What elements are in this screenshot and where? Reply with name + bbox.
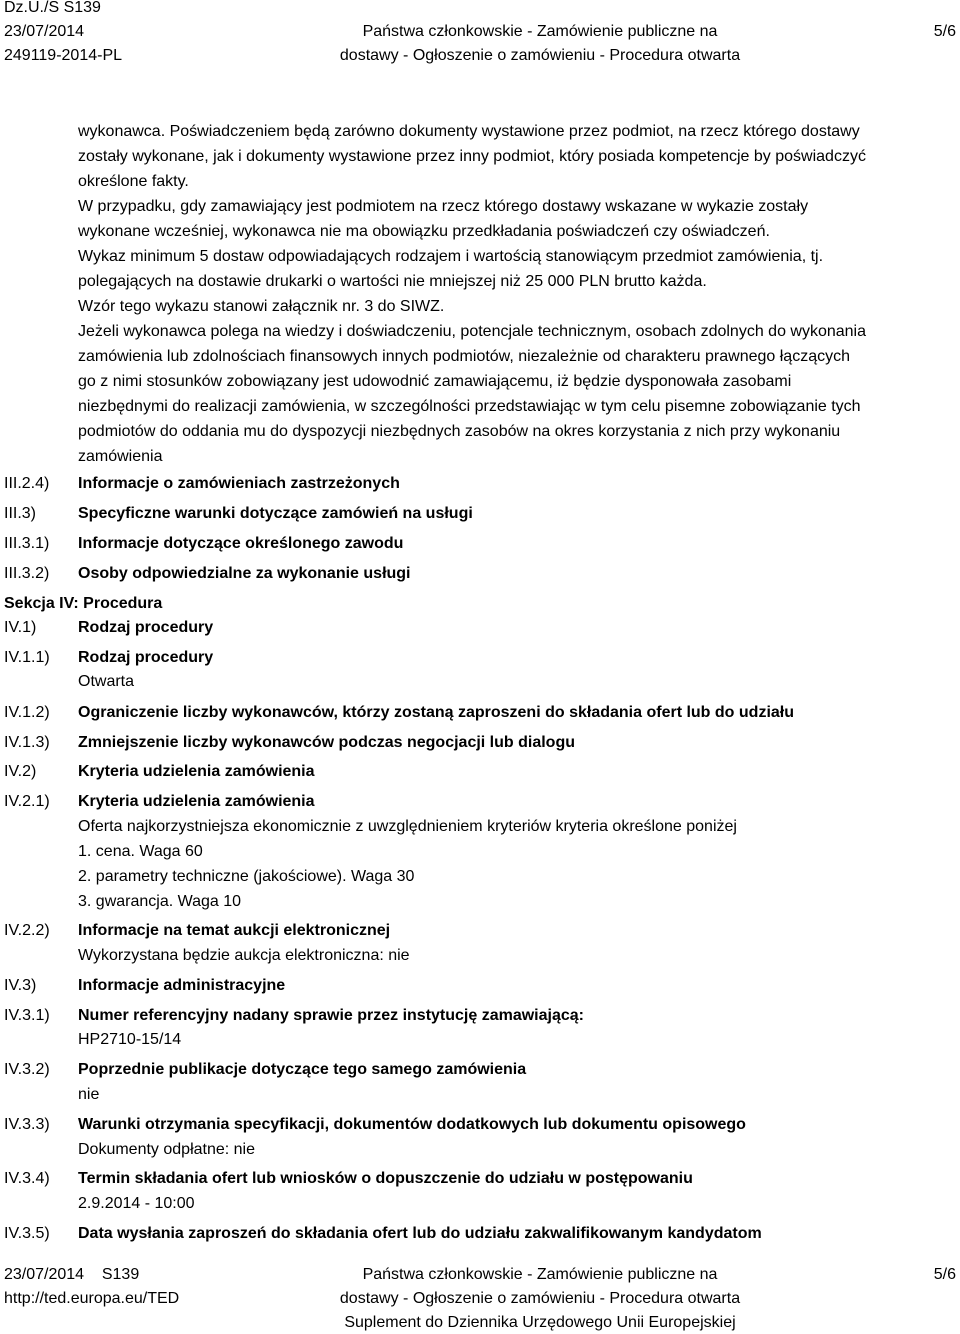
header-title-line2: dostawy - Ogłoszenie o zamówieniu - Procedura otwarta — [339, 47, 741, 64]
text-line: zostały wykonane, jak i dokumenty wystawione przez inny podmiot, który posiada kompetencje by poświadczyć — [78, 148, 866, 165]
text-line: Wykaz minimum 5 dostaw odpowiadających rodzajem i wartością stanowiącym przedmiot zamówienia, tj. — [78, 248, 824, 265]
item-number: IV.3.2) — [4, 1061, 50, 1078]
footer-url[interactable]: http://ted.europa.eu/TED — [4, 1290, 180, 1307]
item-number: IV.3) — [4, 977, 37, 994]
footer-title-line2: dostawy - Ogłoszenie o zamówieniu - Procedura otwarta — [339, 1290, 741, 1307]
item-value: HP2710-15/14 — [78, 1031, 182, 1048]
footer-date-issue: 23/07/2014 S139 — [4, 1266, 140, 1283]
text-line: W przypadku, gdy zamawiający jest podmiotem na rzecz którego dostawy wskazane w wykazie zostały — [78, 198, 809, 215]
item-number: IV.2) — [4, 763, 37, 780]
header-page-number: 5/6 — [933, 23, 956, 40]
text-line: zamówienia lub zdolnościach finansowych innych podmiotów, niezależnie od charakteru prawnego łączących — [78, 348, 850, 365]
item-number: IV.3.5) — [4, 1225, 50, 1242]
text-line: zamówienia — [78, 448, 163, 465]
item-number: III.2.4) — [4, 475, 50, 492]
item-heading: Rodzaj procedury — [78, 649, 214, 666]
text-line: wykonane wcześniej, wykonawca nie ma obowiązku przedkładania poświadczeń czy oświadczeń. — [78, 223, 770, 240]
journal-ref: Dz.U./S S139 — [4, 0, 101, 16]
item-heading: Poprzednie publikacje dotyczące tego samego zamówienia — [78, 1061, 527, 1078]
text-line: podmiotów do oddania mu do dyspozycji niezbędnych zasobów na okres korzystania z nich przy wykonaniu — [78, 423, 841, 440]
item-heading: Ograniczenie liczby wykonawców, którzy zostaną zaproszeni do składania ofert lub do udziału — [78, 704, 794, 721]
item-heading: Numer referencyjny nadany sprawie przez instytucję zamawiającą: — [78, 1007, 584, 1024]
item-number: IV.2.2) — [4, 922, 50, 939]
item-value: 2.9.2014 - 10:00 — [78, 1195, 195, 1212]
item-number: IV.3.1) — [4, 1007, 50, 1024]
text-line: Wzór tego wykazu stanowi załącznik nr. 3 do SIWZ. — [78, 298, 445, 315]
item-heading: Osoby odpowiedzialne za wykonanie usługi — [78, 565, 411, 582]
text-line: wykonawca. Poświadczeniem będą zarówno dokumenty wystawione przez podmiot, na rzecz którego dostawy — [78, 123, 860, 140]
footer-title-line1: Państwa członkowskie - Zamówienie publiczne na — [362, 1266, 718, 1283]
item-heading: Kryteria udzielenia zamówienia — [78, 793, 315, 810]
item-heading: Informacje administracyjne — [78, 977, 286, 994]
item-number: III.3) — [4, 505, 37, 522]
header-title-line1: Państwa członkowskie - Zamówienie publiczne na — [362, 23, 718, 40]
criteria-line: Oferta najkorzystniejsza ekonomicznie z uwzględnieniem kryteriów kryteria określone poniżej — [78, 818, 737, 835]
item-number: IV.1.1) — [4, 649, 50, 666]
item-value: Dokumenty odpłatne: nie — [78, 1141, 255, 1158]
item-number: III.3.2) — [4, 565, 50, 582]
criteria-line: 2. parametry techniczne (jakościowe). Waga 30 — [78, 868, 415, 885]
doc-id: 249119-2014-PL — [4, 47, 123, 64]
item-heading: Termin składania ofert lub wniosków o dopuszczenie do udziału w postępowaniu — [78, 1170, 693, 1187]
item-heading: Data wysłania zaproszeń do składania ofert lub do udziału zakwalifikowanym kandydatom — [78, 1225, 762, 1242]
item-value: Wykorzystana będzie aukcja elektroniczna: nie — [78, 947, 410, 964]
section-title: Sekcja IV: Procedura — [4, 595, 163, 612]
text-line: polegających na dostawie drukarki o wartości nie mniejszej niż 25 000 PLN brutto każda. — [78, 273, 707, 290]
item-number: IV.3.4) — [4, 1170, 50, 1187]
item-value: Otwarta — [78, 673, 135, 690]
item-number: IV.2.1) — [4, 793, 50, 810]
item-number: IV.3.3) — [4, 1116, 50, 1133]
item-number: III.3.1) — [4, 535, 50, 552]
item-heading: Informacje na temat aukcji elektronicznej — [78, 922, 391, 939]
item-heading: Informacje dotyczące określonego zawodu — [78, 535, 404, 552]
item-heading: Zmniejszenie liczby wykonawców podczas negocjacji lub dialogu — [78, 734, 575, 751]
text-line: Jeżeli wykonawca polega na wiedzy i doświadczeniu, potencjale technicznym, osobach zdolnych do wykonania — [78, 323, 867, 340]
criteria-line: 1. cena. Waga 60 — [78, 843, 203, 860]
item-value: nie — [78, 1086, 100, 1103]
item-number: IV.1.2) — [4, 704, 50, 721]
item-number: IV.1.3) — [4, 734, 50, 751]
text-line: określone fakty. — [78, 173, 189, 190]
item-heading: Warunki otrzymania specyfikacji, dokumentów dodatkowych lub dokumentu opisowego — [78, 1116, 746, 1133]
text-line: go z nimi stosunków zobowiązany jest udowodnić zamawiającemu, iż będzie dysponowała zasobami — [78, 373, 792, 390]
header-date: 23/07/2014 — [4, 23, 85, 40]
footer-page-number: 5/6 — [933, 1266, 956, 1283]
text-line: niezbędnymi do realizacji zamówienia, w szczególności przedstawiając w tym celu pisemne zobowiązanie tych — [78, 398, 861, 415]
item-heading: Kryteria udzielenia zamówienia — [78, 763, 315, 780]
item-heading: Specyficzne warunki dotyczące zamówień na usługi — [78, 505, 473, 522]
item-heading: Informacje o zamówieniach zastrzeżonych — [78, 475, 400, 492]
item-number: IV.1) — [4, 619, 37, 636]
footer-title-line3: Suplement do Dziennika Urzędowego Unii Europejskiej — [344, 1314, 736, 1331]
item-heading: Rodzaj procedury — [78, 619, 214, 636]
criteria-line: 3. gwarancja. Waga 10 — [78, 893, 242, 910]
